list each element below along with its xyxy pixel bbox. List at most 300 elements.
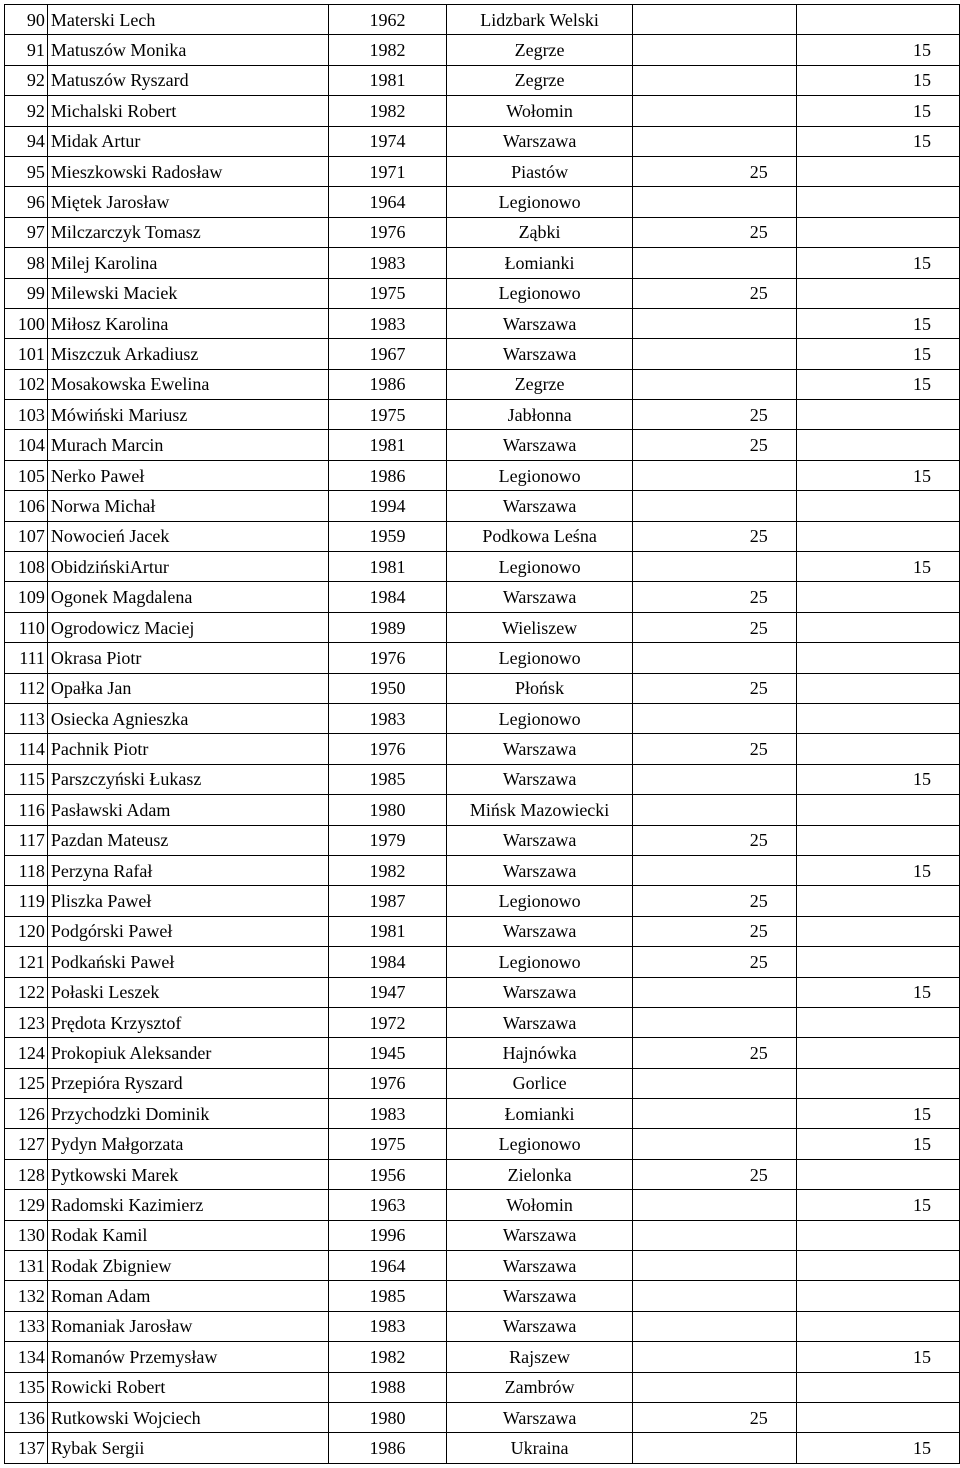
birth-year-cell: 1988 — [329, 1372, 446, 1402]
value-15-cell — [796, 643, 959, 673]
city-cell: Warszawa — [446, 339, 633, 369]
value-15-cell — [796, 1281, 959, 1311]
value-25-cell — [633, 1311, 796, 1341]
table-row — [5, 5, 960, 35]
table-row — [5, 491, 960, 521]
birth-year-cell: 1963 — [329, 1190, 446, 1220]
city-cell: Piastów — [446, 156, 633, 186]
row-number-cell: 130 — [5, 1220, 48, 1250]
value-15-cell — [796, 1159, 959, 1189]
birth-year-cell: 1976 — [329, 1068, 446, 1098]
value-15-cell — [796, 1251, 959, 1281]
value-25-cell: 25 — [633, 734, 796, 764]
birth-year-cell: 1962 — [329, 5, 446, 35]
city-cell: Warszawa — [446, 1281, 633, 1311]
value-15-cell — [796, 734, 959, 764]
city-cell: Lidzbark Welski — [446, 5, 633, 35]
city-cell: Zegrze — [446, 35, 633, 65]
value-15-cell — [796, 612, 959, 642]
value-15-cell — [796, 400, 959, 430]
birth-year-cell: 1947 — [329, 977, 446, 1007]
row-number-cell: 106 — [5, 491, 48, 521]
row-number-cell: 131 — [5, 1251, 48, 1281]
row-number-cell: 132 — [5, 1281, 48, 1311]
birth-year-cell: 1976 — [329, 217, 446, 247]
row-number-cell: 105 — [5, 460, 48, 490]
value-25-cell — [633, 1068, 796, 1098]
table-row — [5, 1281, 960, 1311]
city-cell: Wieliszew — [446, 612, 633, 642]
value-25-cell — [633, 1220, 796, 1250]
value-15-cell — [796, 916, 959, 946]
city-cell: Łomianki — [446, 248, 633, 278]
city-cell: Łomianki — [446, 1099, 633, 1129]
table-row — [5, 1372, 960, 1402]
city-cell: Legionowo — [446, 552, 633, 582]
row-number-cell: 90 — [5, 5, 48, 35]
table-row — [5, 217, 960, 247]
row-number-cell: 107 — [5, 521, 48, 551]
value-25-cell — [633, 1372, 796, 1402]
name-cell: Mieszkowski Radosław — [47, 156, 328, 186]
value-15-cell — [796, 795, 959, 825]
value-15-cell: 15 — [796, 248, 959, 278]
name-cell: Romanów Przemysław — [47, 1342, 328, 1372]
row-number-cell: 116 — [5, 795, 48, 825]
city-cell: Warszawa — [446, 1220, 633, 1250]
birth-year-cell: 1980 — [329, 795, 446, 825]
name-cell: Michalski Robert — [47, 96, 328, 126]
value-25-cell — [633, 308, 796, 338]
value-25-cell: 25 — [633, 217, 796, 247]
city-cell: Warszawa — [446, 764, 633, 794]
value-25-cell — [633, 1190, 796, 1220]
table-row — [5, 1402, 960, 1432]
city-cell: Legionowo — [446, 886, 633, 916]
name-cell: Mosakowska Ewelina — [47, 369, 328, 399]
value-25-cell: 25 — [633, 886, 796, 916]
birth-year-cell: 1967 — [329, 339, 446, 369]
row-number-cell: 111 — [5, 643, 48, 673]
table-row — [5, 795, 960, 825]
birth-year-cell: 1983 — [329, 1311, 446, 1341]
table-row — [5, 552, 960, 582]
name-cell: Przepióra Ryszard — [47, 1068, 328, 1098]
city-cell: Podkowa Leśna — [446, 521, 633, 551]
value-25-cell — [633, 35, 796, 65]
table-row — [5, 1068, 960, 1098]
city-cell: Warszawa — [446, 1402, 633, 1432]
value-15-cell — [796, 703, 959, 733]
row-number-cell: 118 — [5, 855, 48, 885]
value-15-cell — [796, 1007, 959, 1037]
row-number-cell: 117 — [5, 825, 48, 855]
value-15-cell: 15 — [796, 339, 959, 369]
table-row — [5, 96, 960, 126]
table-row — [5, 1311, 960, 1341]
row-number-cell: 134 — [5, 1342, 48, 1372]
birth-year-cell: 1981 — [329, 916, 446, 946]
name-cell: Miętek Jarosław — [47, 187, 328, 217]
table-row — [5, 916, 960, 946]
birth-year-cell: 1974 — [329, 126, 446, 156]
name-cell: Perzyna Rafał — [47, 855, 328, 885]
table-row — [5, 1433, 960, 1463]
name-cell: Ogrodowicz Maciej — [47, 612, 328, 642]
table-row — [5, 734, 960, 764]
value-15-cell: 15 — [796, 1129, 959, 1159]
birth-year-cell: 1986 — [329, 1433, 446, 1463]
value-15-cell: 15 — [796, 369, 959, 399]
name-cell: Pydyn Małgorzata — [47, 1129, 328, 1159]
value-25-cell: 25 — [633, 521, 796, 551]
value-25-cell — [633, 369, 796, 399]
value-15-cell — [796, 187, 959, 217]
birth-year-cell: 1983 — [329, 308, 446, 338]
city-cell: Legionowo — [446, 703, 633, 733]
city-cell: Legionowo — [446, 278, 633, 308]
row-number-cell: 92 — [5, 65, 48, 95]
table-row — [5, 1220, 960, 1250]
table-row — [5, 65, 960, 95]
value-25-cell — [633, 187, 796, 217]
name-cell: Midak Artur — [47, 126, 328, 156]
city-cell: Hajnówka — [446, 1038, 633, 1068]
table-row — [5, 612, 960, 642]
value-15-cell: 15 — [796, 308, 959, 338]
value-25-cell: 25 — [633, 1159, 796, 1189]
birth-year-cell: 1989 — [329, 612, 446, 642]
name-cell: Rutkowski Wojciech — [47, 1402, 328, 1432]
value-15-cell — [796, 1311, 959, 1341]
row-number-cell: 119 — [5, 886, 48, 916]
value-25-cell — [633, 855, 796, 885]
value-25-cell — [633, 977, 796, 1007]
table-row — [5, 1099, 960, 1129]
table-row — [5, 1038, 960, 1068]
city-cell: Gorlice — [446, 1068, 633, 1098]
name-cell: Okrasa Piotr — [47, 643, 328, 673]
city-cell: Legionowo — [446, 187, 633, 217]
value-15-cell: 15 — [796, 96, 959, 126]
table-row — [5, 825, 960, 855]
table-row — [5, 308, 960, 338]
row-number-cell: 137 — [5, 1433, 48, 1463]
value-25-cell — [633, 126, 796, 156]
city-cell: Jabłonna — [446, 400, 633, 430]
value-25-cell — [633, 1281, 796, 1311]
name-cell: Nerko Paweł — [47, 460, 328, 490]
value-15-cell — [796, 491, 959, 521]
value-15-cell — [796, 278, 959, 308]
value-15-cell — [796, 5, 959, 35]
value-15-cell — [796, 1220, 959, 1250]
table-row — [5, 1159, 960, 1189]
name-cell: Mówiński Mariusz — [47, 400, 328, 430]
name-cell: Parszczyński Łukasz — [47, 764, 328, 794]
value-25-cell — [633, 1433, 796, 1463]
row-number-cell: 108 — [5, 552, 48, 582]
birth-year-cell: 1972 — [329, 1007, 446, 1037]
row-number-cell: 127 — [5, 1129, 48, 1159]
birth-year-cell: 1987 — [329, 886, 446, 916]
name-cell: Nowocień Jacek — [47, 521, 328, 551]
table-row — [5, 126, 960, 156]
name-cell: Romaniak Jarosław — [47, 1311, 328, 1341]
name-cell: Pliszka Paweł — [47, 886, 328, 916]
city-cell: Zegrze — [446, 369, 633, 399]
row-number-cell: 92 — [5, 96, 48, 126]
city-cell: Warszawa — [446, 491, 633, 521]
birth-year-cell: 1986 — [329, 369, 446, 399]
birth-year-cell: 1976 — [329, 643, 446, 673]
table-row — [5, 673, 960, 703]
value-15-cell: 15 — [796, 35, 959, 65]
table-row — [5, 703, 960, 733]
table-row — [5, 369, 960, 399]
city-cell: Zambrów — [446, 1372, 633, 1402]
birth-year-cell: 1984 — [329, 947, 446, 977]
row-number-cell: 102 — [5, 369, 48, 399]
value-15-cell — [796, 673, 959, 703]
name-cell: Połaski Leszek — [47, 977, 328, 1007]
value-25-cell — [633, 1129, 796, 1159]
row-number-cell: 101 — [5, 339, 48, 369]
name-cell: Radomski Kazimierz — [47, 1190, 328, 1220]
value-15-cell: 15 — [796, 65, 959, 95]
value-25-cell: 25 — [633, 947, 796, 977]
birth-year-cell: 1975 — [329, 278, 446, 308]
table-row — [5, 521, 960, 551]
table-row — [5, 339, 960, 369]
name-cell: Norwa Michał — [47, 491, 328, 521]
city-cell: Wołomin — [446, 1190, 633, 1220]
row-number-cell: 104 — [5, 430, 48, 460]
name-cell: Przychodzki Dominik — [47, 1099, 328, 1129]
city-cell: Warszawa — [446, 126, 633, 156]
value-25-cell: 25 — [633, 430, 796, 460]
row-number-cell: 99 — [5, 278, 48, 308]
city-cell: Ząbki — [446, 217, 633, 247]
row-number-cell: 98 — [5, 248, 48, 278]
birth-year-cell: 1983 — [329, 703, 446, 733]
birth-year-cell: 1959 — [329, 521, 446, 551]
row-number-cell: 110 — [5, 612, 48, 642]
city-cell: Warszawa — [446, 1007, 633, 1037]
value-15-cell — [796, 886, 959, 916]
name-cell: Rodak Kamil — [47, 1220, 328, 1250]
name-cell: Podgórski Paweł — [47, 916, 328, 946]
city-cell: Ukraina — [446, 1433, 633, 1463]
birth-year-cell: 1983 — [329, 1099, 446, 1129]
birth-year-cell: 1964 — [329, 1251, 446, 1281]
row-number-cell: 135 — [5, 1372, 48, 1402]
city-cell: Wołomin — [446, 96, 633, 126]
table-row — [5, 248, 960, 278]
row-number-cell: 122 — [5, 977, 48, 1007]
city-cell: Zegrze — [446, 65, 633, 95]
table-row — [5, 1190, 960, 1220]
table-row — [5, 35, 960, 65]
value-15-cell — [796, 825, 959, 855]
row-number-cell: 123 — [5, 1007, 48, 1037]
city-cell: Warszawa — [446, 977, 633, 1007]
table-row — [5, 947, 960, 977]
name-cell: Matuszów Monika — [47, 35, 328, 65]
name-cell: Matuszów Ryszard — [47, 65, 328, 95]
table-row — [5, 1251, 960, 1281]
city-cell: Warszawa — [446, 1311, 633, 1341]
city-cell: Legionowo — [446, 643, 633, 673]
value-15-cell — [796, 1068, 959, 1098]
value-15-cell — [796, 521, 959, 551]
value-25-cell: 25 — [633, 1402, 796, 1432]
value-25-cell — [633, 460, 796, 490]
value-15-cell: 15 — [796, 764, 959, 794]
value-25-cell — [633, 764, 796, 794]
value-25-cell — [633, 491, 796, 521]
name-cell: Osiecka Agnieszka — [47, 703, 328, 733]
value-25-cell — [633, 1099, 796, 1129]
value-25-cell — [633, 339, 796, 369]
row-number-cell: 136 — [5, 1402, 48, 1432]
birth-year-cell: 1994 — [329, 491, 446, 521]
value-15-cell — [796, 947, 959, 977]
birth-year-cell: 1971 — [329, 156, 446, 186]
name-cell: Pytkowski Marek — [47, 1159, 328, 1189]
birth-year-cell: 1982 — [329, 1342, 446, 1372]
birth-year-cell: 1982 — [329, 855, 446, 885]
birth-year-cell: 1985 — [329, 1281, 446, 1311]
value-25-cell — [633, 1251, 796, 1281]
table-row — [5, 1007, 960, 1037]
table-row — [5, 430, 960, 460]
name-cell: Prokopiuk Aleksander — [47, 1038, 328, 1068]
row-number-cell: 97 — [5, 217, 48, 247]
row-number-cell: 125 — [5, 1068, 48, 1098]
row-number-cell: 115 — [5, 764, 48, 794]
name-cell: Opałka Jan — [47, 673, 328, 703]
birth-year-cell: 1964 — [329, 187, 446, 217]
value-25-cell — [633, 65, 796, 95]
table-row — [5, 643, 960, 673]
value-25-cell — [633, 795, 796, 825]
birth-year-cell: 1950 — [329, 673, 446, 703]
value-15-cell — [796, 430, 959, 460]
value-25-cell — [633, 1342, 796, 1372]
value-25-cell: 25 — [633, 582, 796, 612]
value-25-cell: 25 — [633, 156, 796, 186]
row-number-cell: 91 — [5, 35, 48, 65]
name-cell: Milczarczyk Tomasz — [47, 217, 328, 247]
value-25-cell — [633, 248, 796, 278]
row-number-cell: 114 — [5, 734, 48, 764]
city-cell: Warszawa — [446, 1251, 633, 1281]
value-15-cell: 15 — [796, 977, 959, 1007]
city-cell: Warszawa — [446, 734, 633, 764]
value-25-cell — [633, 703, 796, 733]
value-25-cell — [633, 552, 796, 582]
row-number-cell: 112 — [5, 673, 48, 703]
row-number-cell: 120 — [5, 916, 48, 946]
participants-table — [4, 4, 960, 1464]
name-cell: Milewski Maciek — [47, 278, 328, 308]
row-number-cell: 124 — [5, 1038, 48, 1068]
value-25-cell: 25 — [633, 612, 796, 642]
name-cell: Rowicki Robert — [47, 1372, 328, 1402]
birth-year-cell: 1985 — [329, 764, 446, 794]
city-cell: Mińsk Mazowiecki — [446, 795, 633, 825]
value-25-cell — [633, 1007, 796, 1037]
value-25-cell — [633, 5, 796, 35]
name-cell: Materski Lech — [47, 5, 328, 35]
name-cell: Miszczuk Arkadiusz — [47, 339, 328, 369]
city-cell: Warszawa — [446, 825, 633, 855]
row-number-cell: 128 — [5, 1159, 48, 1189]
value-15-cell: 15 — [796, 1433, 959, 1463]
name-cell: Rodak Zbigniew — [47, 1251, 328, 1281]
value-15-cell — [796, 1372, 959, 1402]
row-number-cell: 109 — [5, 582, 48, 612]
table-row — [5, 156, 960, 186]
table-row — [5, 1342, 960, 1372]
name-cell: Rybak Sergii — [47, 1433, 328, 1463]
row-number-cell: 95 — [5, 156, 48, 186]
table-row — [5, 460, 960, 490]
birth-year-cell: 1945 — [329, 1038, 446, 1068]
value-25-cell: 25 — [633, 825, 796, 855]
value-15-cell: 15 — [796, 126, 959, 156]
birth-year-cell: 1981 — [329, 65, 446, 95]
birth-year-cell: 1979 — [329, 825, 446, 855]
table-row — [5, 1129, 960, 1159]
row-number-cell: 133 — [5, 1311, 48, 1341]
value-15-cell: 15 — [796, 1190, 959, 1220]
row-number-cell: 100 — [5, 308, 48, 338]
value-15-cell — [796, 156, 959, 186]
value-15-cell — [796, 217, 959, 247]
city-cell: Warszawa — [446, 916, 633, 946]
value-25-cell: 25 — [633, 400, 796, 430]
row-number-cell: 129 — [5, 1190, 48, 1220]
value-25-cell: 25 — [633, 673, 796, 703]
name-cell: Roman Adam — [47, 1281, 328, 1311]
name-cell: Murach Marcin — [47, 430, 328, 460]
birth-year-cell: 1981 — [329, 430, 446, 460]
birth-year-cell: 1996 — [329, 1220, 446, 1250]
name-cell: Ogonek Magdalena — [47, 582, 328, 612]
name-cell: Prędota Krzysztof — [47, 1007, 328, 1037]
birth-year-cell: 1986 — [329, 460, 446, 490]
value-15-cell: 15 — [796, 1342, 959, 1372]
table-row — [5, 764, 960, 794]
row-number-cell: 126 — [5, 1099, 48, 1129]
table-row — [5, 855, 960, 885]
row-number-cell: 96 — [5, 187, 48, 217]
value-15-cell — [796, 582, 959, 612]
birth-year-cell: 1982 — [329, 35, 446, 65]
table-row — [5, 582, 960, 612]
row-number-cell: 94 — [5, 126, 48, 156]
table-row — [5, 886, 960, 916]
birth-year-cell: 1981 — [329, 552, 446, 582]
row-number-cell: 103 — [5, 400, 48, 430]
value-15-cell: 15 — [796, 855, 959, 885]
birth-year-cell: 1975 — [329, 400, 446, 430]
name-cell: Milej Karolina — [47, 248, 328, 278]
city-cell: Warszawa — [446, 855, 633, 885]
birth-year-cell: 1956 — [329, 1159, 446, 1189]
